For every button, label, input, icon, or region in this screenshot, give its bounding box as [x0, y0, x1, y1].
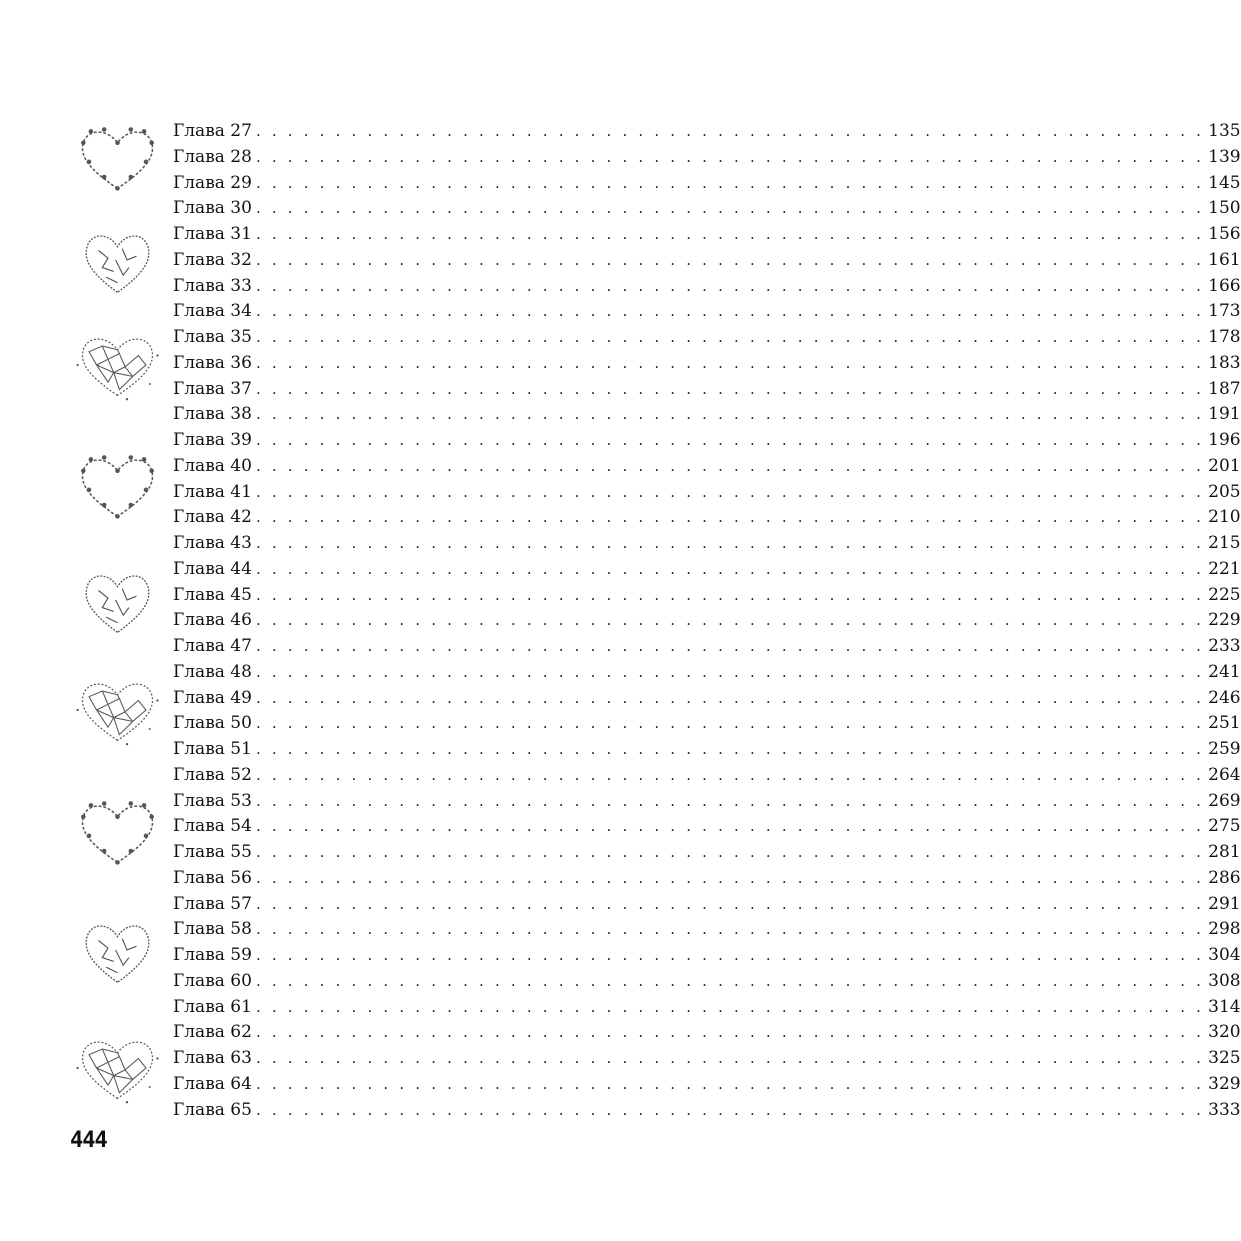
- dot-leader: . . . . . . . . . . . . . . . . . . . . . . . . . . . . . . . . . . . . . . . . . . . . . . . . . . . . . . . . . . . .: [255, 817, 1205, 836]
- chapter-page-number: 210: [1208, 507, 1241, 528]
- dot-leader: . . . . . . . . . . . . . . . . . . . . . . . . . . . . . . . . . . . . . . . . . . . . . . . . . . . . . . . . . . . .: [255, 225, 1205, 243]
- chapter-title: Глава 28: [173, 146, 252, 167]
- toc-entry: [173, 325, 1241, 351]
- chapter-page-number: 221: [1208, 558, 1241, 579]
- toc-entry: [173, 171, 1241, 197]
- dot-leader: . . . . . . . . . . . . . . . . . . . . . . . . . . . . . . . . . . . . . . . . . . . . . . . . . . . . . . . . . . . .: [255, 379, 1205, 398]
- chapter-page-number: 191: [1208, 404, 1241, 425]
- toc-entry: [173, 814, 1241, 840]
- dot-leader: . . . . . . . . . . . . . . . . . . . . . . . . . . . . . . . . . . . . . . . . . . . . . . . . . . . . . . . . . . . .: [255, 559, 1205, 578]
- toc-entry: [173, 1020, 1241, 1046]
- toc-entry: [173, 660, 1241, 686]
- chapter-title: Глава 63: [173, 1048, 252, 1068]
- dot-leader: . . . . . . . . . . . . . . . . . . . . . . . . . . . . . . . . . . . . . . . . . . . . . . . . . . . . . . . . . . . .: [255, 482, 1205, 501]
- toc-entry: [173, 274, 1241, 300]
- chapter-page-number: 215: [1208, 533, 1241, 553]
- chapter-title: Глава 53: [173, 790, 252, 811]
- chapter-title: Глава 33: [173, 275, 252, 296]
- chapter-title: Глава 54: [173, 816, 252, 837]
- toc-entry: [173, 892, 1241, 918]
- dot-leader: . . . . . . . . . . . . . . . . . . . . . . . . . . . . . . . . . . . . . . . . . . . . . . . . . . . . . . . . . . . .: [255, 714, 1205, 733]
- dot-leader: . . . . . . . . . . . . . . . . . . . . . . . . . . . . . . . . . . . . . . . . . . . . . . . . . . . . . . . . . . . .: [255, 894, 1205, 913]
- chapter-page-number: 178: [1208, 327, 1241, 347]
- chapter-page-number: 139: [1208, 146, 1241, 167]
- dot-leader: . . . . . . . . . . . . . . . . . . . . . . . . . . . . . . . . . . . . . . . . . . . . . . . . . . . . . . . . . . . .: [255, 302, 1205, 321]
- toc-entry: [173, 763, 1241, 789]
- toc-entry: [173, 454, 1241, 480]
- toc-entry: [173, 299, 1241, 325]
- cracked-heart-icon: [70, 910, 165, 990]
- chapter-page-number: 314: [1208, 996, 1241, 1017]
- chapter-page-number: 135: [1208, 121, 1241, 141]
- toc-entry: [173, 377, 1241, 403]
- chapter-page-number: 325: [1208, 1048, 1241, 1068]
- floral-heart-outline-icon: [70, 446, 165, 526]
- dot-leader: . . . . . . . . . . . . . . . . . . . . . . . . . . . . . . . . . . . . . . . . . . . . . . . . . . . . . . . . . . . .: [255, 585, 1205, 604]
- chapter-title: Глава 30: [173, 198, 252, 219]
- dot-leader: . . . . . . . . . . . . . . . . . . . . . . . . . . . . . . . . . . . . . . . . . . . . . . . . . . . . . . . . . . . .: [255, 946, 1205, 964]
- toc-entry: [173, 917, 1241, 943]
- toc-entry: [173, 737, 1241, 763]
- chapter-title: Глава 51: [173, 739, 252, 759]
- chapter-title: Глава 27: [173, 121, 252, 141]
- dot-leader: . . . . . . . . . . . . . . . . . . . . . . . . . . . . . . . . . . . . . . . . . . . . . . . . . . . . . . . . . . . .: [255, 405, 1205, 424]
- shattered-heart-icon: [70, 325, 165, 405]
- chapter-title: Глава 37: [173, 378, 252, 399]
- dot-leader: . . . . . . . . . . . . . . . . . . . . . . . . . . . . . . . . . . . . . . . . . . . . . . . . . . . . . . . . . . . .: [255, 971, 1205, 990]
- chapter-page-number: 286: [1208, 867, 1241, 888]
- toc-entry: [173, 686, 1241, 712]
- cracked-heart-icon: [70, 560, 165, 640]
- dot-leader: . . . . . . . . . . . . . . . . . . . . . . . . . . . . . . . . . . . . . . . . . . . . . . . . . . . . . . . . . . . .: [255, 688, 1205, 707]
- toc-entry: [173, 351, 1241, 377]
- dot-leader: . . . . . . . . . . . . . . . . . . . . . . . . . . . . . . . . . . . . . . . . . . . . . . . . . . . . . . . . . . . .: [255, 508, 1205, 527]
- chapter-title: Глава 55: [173, 842, 252, 862]
- chapter-page-number: 145: [1208, 172, 1241, 193]
- toc-entry: [173, 557, 1241, 583]
- dot-leader: . . . . . . . . . . . . . . . . . . . . . . . . . . . . . . . . . . . . . . . . . . . . . . . . . . . . . . . . . . . .: [255, 147, 1205, 166]
- chapter-title: Глава 61: [173, 996, 252, 1017]
- chapter-page-number: 291: [1208, 893, 1241, 914]
- dot-leader: . . . . . . . . . . . . . . . . . . . . . . . . . . . . . . . . . . . . . . . . . . . . . . . . . . . . . . . . . . . .: [255, 843, 1205, 861]
- toc-entry: [173, 866, 1241, 892]
- chapter-page-number: 229: [1208, 610, 1241, 631]
- chapter-title: Глава 41: [173, 481, 252, 502]
- chapter-title: Глава 48: [173, 661, 252, 682]
- chapter-page-number: 251: [1208, 713, 1241, 734]
- chapter-page-number: 161: [1208, 249, 1241, 270]
- toc-entry: [173, 943, 1241, 969]
- chapter-page-number: 264: [1208, 764, 1241, 785]
- chapter-title: Глава 34: [173, 301, 252, 322]
- dot-leader: . . . . . . . . . . . . . . . . . . . . . . . . . . . . . . . . . . . . . . . . . . . . . . . . . . . . . . . . . . . .: [255, 534, 1205, 552]
- chapter-page-number: 333: [1208, 1099, 1241, 1120]
- page-number: 444: [70, 1128, 107, 1153]
- chapter-page-number: 166: [1208, 275, 1241, 296]
- chapter-page-number: 187: [1208, 378, 1241, 399]
- chapter-title: Глава 56: [173, 867, 252, 888]
- chapter-title: Глава 44: [173, 558, 252, 579]
- floral-heart-outline-icon: [70, 118, 165, 198]
- chapter-page-number: 205: [1208, 481, 1241, 502]
- chapter-title: Глава 49: [173, 687, 252, 708]
- dot-leader: . . . . . . . . . . . . . . . . . . . . . . . . . . . . . . . . . . . . . . . . . . . . . . . . . . . . . . . . . . . .: [255, 765, 1205, 784]
- chapter-title: Глава 32: [173, 249, 252, 270]
- toc-entry: [173, 711, 1241, 737]
- toc-entry: [173, 789, 1241, 815]
- dot-leader: . . . . . . . . . . . . . . . . . . . . . . . . . . . . . . . . . . . . . . . . . . . . . . . . . . . . . . . . . . . .: [255, 199, 1205, 218]
- dot-leader: . . . . . . . . . . . . . . . . . . . . . . . . . . . . . . . . . . . . . . . . . . . . . . . . . . . . . . . . . . . .: [255, 1100, 1205, 1119]
- chapter-page-number: 308: [1208, 970, 1241, 991]
- toc-entry: [173, 145, 1241, 171]
- chapter-title: Глава 59: [173, 945, 252, 965]
- chapter-title: Глава 47: [173, 636, 252, 656]
- toc-entry: [173, 480, 1241, 506]
- chapter-title: Глава 50: [173, 713, 252, 734]
- dot-leader: . . . . . . . . . . . . . . . . . . . . . . . . . . . . . . . . . . . . . . . . . . . . . . . . . . . . . . . . . . . .: [255, 611, 1205, 630]
- chapter-title: Глава 42: [173, 507, 252, 528]
- table-of-contents: [173, 119, 1241, 1123]
- chapter-page-number: 233: [1208, 636, 1241, 656]
- toc-entry: [173, 1098, 1241, 1124]
- chapter-page-number: 225: [1208, 584, 1241, 605]
- toc-entry: [173, 222, 1241, 248]
- chapter-page-number: 183: [1208, 352, 1241, 373]
- toc-entry: [173, 402, 1241, 428]
- shattered-heart-icon: [70, 670, 165, 750]
- toc-entry: [173, 531, 1241, 557]
- toc-entry: [173, 248, 1241, 274]
- toc-entry: [173, 634, 1241, 660]
- toc-entry: [173, 505, 1241, 531]
- floral-heart-outline-icon: [70, 792, 165, 872]
- dot-leader: . . . . . . . . . . . . . . . . . . . . . . . . . . . . . . . . . . . . . . . . . . . . . . . . . . . . . . . . . . . .: [255, 1023, 1205, 1042]
- cracked-heart-icon: [70, 220, 165, 300]
- chapter-title: Глава 62: [173, 1022, 252, 1043]
- shattered-heart-icon: [70, 1028, 165, 1108]
- dot-leader: . . . . . . . . . . . . . . . . . . . . . . . . . . . . . . . . . . . . . . . . . . . . . . . . . . . . . . . . . . . .: [255, 791, 1205, 810]
- chapter-page-number: 275: [1208, 816, 1241, 837]
- chapter-title: Глава 57: [173, 893, 252, 914]
- toc-entry: [173, 1046, 1241, 1072]
- dot-leader: . . . . . . . . . . . . . . . . . . . . . . . . . . . . . . . . . . . . . . . . . . . . . . . . . . . . . . . . . . . .: [255, 353, 1205, 372]
- dot-leader: . . . . . . . . . . . . . . . . . . . . . . . . . . . . . . . . . . . . . . . . . . . . . . . . . . . . . . . . . . . .: [255, 250, 1205, 269]
- chapter-page-number: 320: [1208, 1022, 1241, 1043]
- chapter-page-number: 298: [1208, 919, 1241, 940]
- dot-leader: . . . . . . . . . . . . . . . . . . . . . . . . . . . . . . . . . . . . . . . . . . . . . . . . . . . . . . . . . . . .: [255, 276, 1205, 295]
- toc-entry: [173, 840, 1241, 866]
- chapter-title: Глава 31: [173, 224, 252, 244]
- chapter-title: Глава 45: [173, 584, 252, 605]
- chapter-title: Глава 46: [173, 610, 252, 631]
- chapter-title: Глава 52: [173, 764, 252, 785]
- chapter-page-number: 196: [1208, 430, 1241, 450]
- chapter-page-number: 156: [1208, 224, 1241, 244]
- chapter-title: Глава 38: [173, 404, 252, 425]
- dot-leader: . . . . . . . . . . . . . . . . . . . . . . . . . . . . . . . . . . . . . . . . . . . . . . . . . . . . . . . . . . . .: [255, 740, 1205, 758]
- dot-leader: . . . . . . . . . . . . . . . . . . . . . . . . . . . . . . . . . . . . . . . . . . . . . . . . . . . . . . . . . . . .: [255, 662, 1205, 681]
- chapter-title: Глава 29: [173, 172, 252, 193]
- chapter-title: Глава 35: [173, 327, 252, 347]
- toc-entry: [173, 608, 1241, 634]
- toc-entry: [173, 196, 1241, 222]
- toc-entry: [173, 428, 1241, 454]
- chapter-page-number: 150: [1208, 198, 1241, 219]
- dot-leader: . . . . . . . . . . . . . . . . . . . . . . . . . . . . . . . . . . . . . . . . . . . . . . . . . . . . . . . . . . . .: [255, 997, 1205, 1016]
- chapter-title: Глава 65: [173, 1099, 252, 1120]
- chapter-page-number: 201: [1208, 455, 1241, 476]
- dot-leader: . . . . . . . . . . . . . . . . . . . . . . . . . . . . . . . . . . . . . . . . . . . . . . . . . . . . . . . . . . . .: [255, 431, 1205, 449]
- dot-leader: . . . . . . . . . . . . . . . . . . . . . . . . . . . . . . . . . . . . . . . . . . . . . . . . . . . . . . . . . . . .: [255, 328, 1205, 346]
- chapter-title: Глава 40: [173, 455, 252, 476]
- dot-leader: . . . . . . . . . . . . . . . . . . . . . . . . . . . . . . . . . . . . . . . . . . . . . . . . . . . . . . . . . . . .: [255, 1074, 1205, 1093]
- dot-leader: . . . . . . . . . . . . . . . . . . . . . . . . . . . . . . . . . . . . . . . . . . . . . . . . . . . . . . . . . . . .: [255, 868, 1205, 887]
- chapter-page-number: 259: [1208, 739, 1241, 759]
- dot-leader: . . . . . . . . . . . . . . . . . . . . . . . . . . . . . . . . . . . . . . . . . . . . . . . . . . . . . . . . . . . .: [255, 920, 1205, 939]
- chapter-page-number: 246: [1208, 687, 1241, 708]
- dot-leader: . . . . . . . . . . . . . . . . . . . . . . . . . . . . . . . . . . . . . . . . . . . . . . . . . . . . . . . . . . . .: [255, 1049, 1205, 1067]
- dot-leader: . . . . . . . . . . . . . . . . . . . . . . . . . . . . . . . . . . . . . . . . . . . . . . . . . . . . . . . . . . . .: [255, 637, 1205, 655]
- chapter-title: Глава 36: [173, 352, 252, 373]
- toc-entry: [173, 1072, 1241, 1098]
- toc-entry: [173, 969, 1241, 995]
- chapter-page-number: 173: [1208, 301, 1241, 322]
- chapter-page-number: 304: [1208, 945, 1241, 965]
- chapter-page-number: 329: [1208, 1073, 1241, 1094]
- chapter-page-number: 281: [1208, 842, 1241, 862]
- chapter-page-number: 269: [1208, 790, 1241, 811]
- chapter-title: Глава 39: [173, 430, 252, 450]
- chapter-page-number: 241: [1208, 661, 1241, 682]
- chapter-title: Глава 60: [173, 970, 252, 991]
- chapter-title: Глава 58: [173, 919, 252, 940]
- dot-leader: . . . . . . . . . . . . . . . . . . . . . . . . . . . . . . . . . . . . . . . . . . . . . . . . . . . . . . . . . . . .: [255, 122, 1205, 140]
- chapter-title: Глава 43: [173, 533, 252, 553]
- chapter-title: Глава 64: [173, 1073, 252, 1094]
- dot-leader: . . . . . . . . . . . . . . . . . . . . . . . . . . . . . . . . . . . . . . . . . . . . . . . . . . . . . . . . . . . .: [255, 456, 1205, 475]
- dot-leader: . . . . . . . . . . . . . . . . . . . . . . . . . . . . . . . . . . . . . . . . . . . . . . . . . . . . . . . . . . . .: [255, 173, 1205, 192]
- toc-entry: [173, 995, 1241, 1021]
- toc-entry: [173, 583, 1241, 609]
- toc-entry: [173, 119, 1241, 145]
